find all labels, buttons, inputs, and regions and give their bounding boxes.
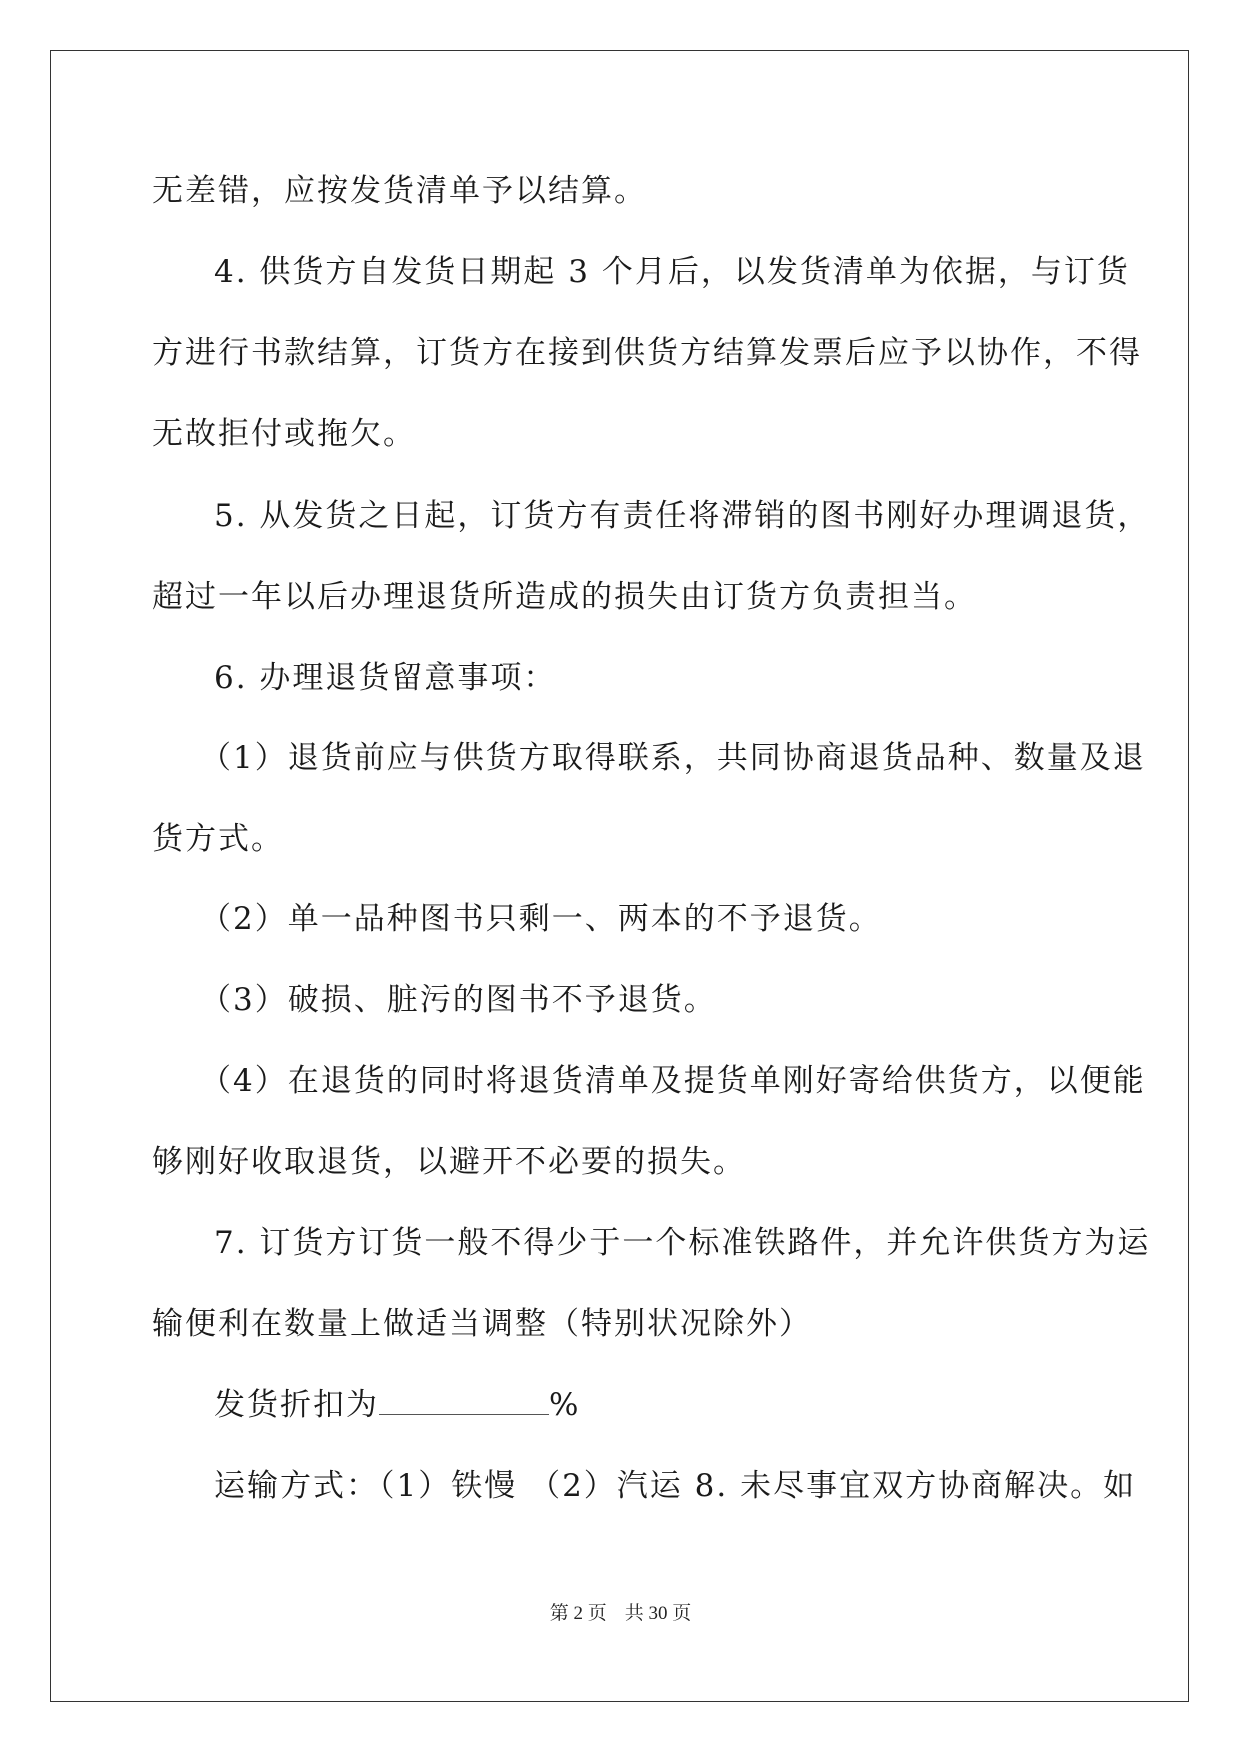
paragraph-line: 够刚好收取退货，以避开不必要的损失。 [152,1144,746,1180]
page-border [50,50,1189,1702]
paragraph-line: （2）单一品种图书只剩一、两本的不予退货。 [200,901,882,937]
discount-line [214,1385,580,1425]
transport-line: 运输方式：（1）铁慢 （2）汽运 8. 未尽事宜双方协商解决。如 [214,1468,1137,1504]
paragraph-line: 货方式。 [152,821,284,857]
page-footer [0,1598,1241,1625]
paragraph-line: 超过一年以后办理退货所造成的损失由订货方负责担当。 [152,579,977,615]
page-number: 第 2 页 [549,1603,607,1624]
paragraph-line: 方进行书款结算，订货方在接到供货方结算发票后应予以协作，不得 [152,335,1142,371]
discount-label: 发货折扣为 [214,1387,379,1423]
discount-unit: % [549,1387,581,1423]
paragraph-line: 5. 从发货之日起，订货方有责任将滞销的图书刚好办理调退货， [214,498,1151,534]
discount-blank [379,1390,549,1415]
paragraph-line: （3）破损、脏污的图书不予退货。 [200,982,717,1018]
paragraph-line: 输便利在数量上做适当调整（特别状况除外） [152,1306,812,1342]
paragraph-line: 6. 办理退货留意事项： [214,660,557,696]
page-total: 共 30 页 [624,1603,692,1624]
paragraph-line: （1）退货前应与供货方取得联系，共同协商退货品种、数量及退 [200,740,1146,776]
paragraph-line: 7. 订货方订货一般不得少于一个标准铁路件，并允许供货方为运 [214,1225,1151,1261]
paragraph-line: 无故拒付或拖欠。 [152,416,416,452]
paragraph-line: 无差错，应按发货清单予以结算。 [152,173,647,209]
paragraph-line: （4）在退货的同时将退货清单及提货单刚好寄给供货方，以便能 [200,1063,1146,1099]
paragraph-line: 4. 供货方自发货日期起 3 个月后，以发货清单为依据，与订货 [214,254,1130,290]
